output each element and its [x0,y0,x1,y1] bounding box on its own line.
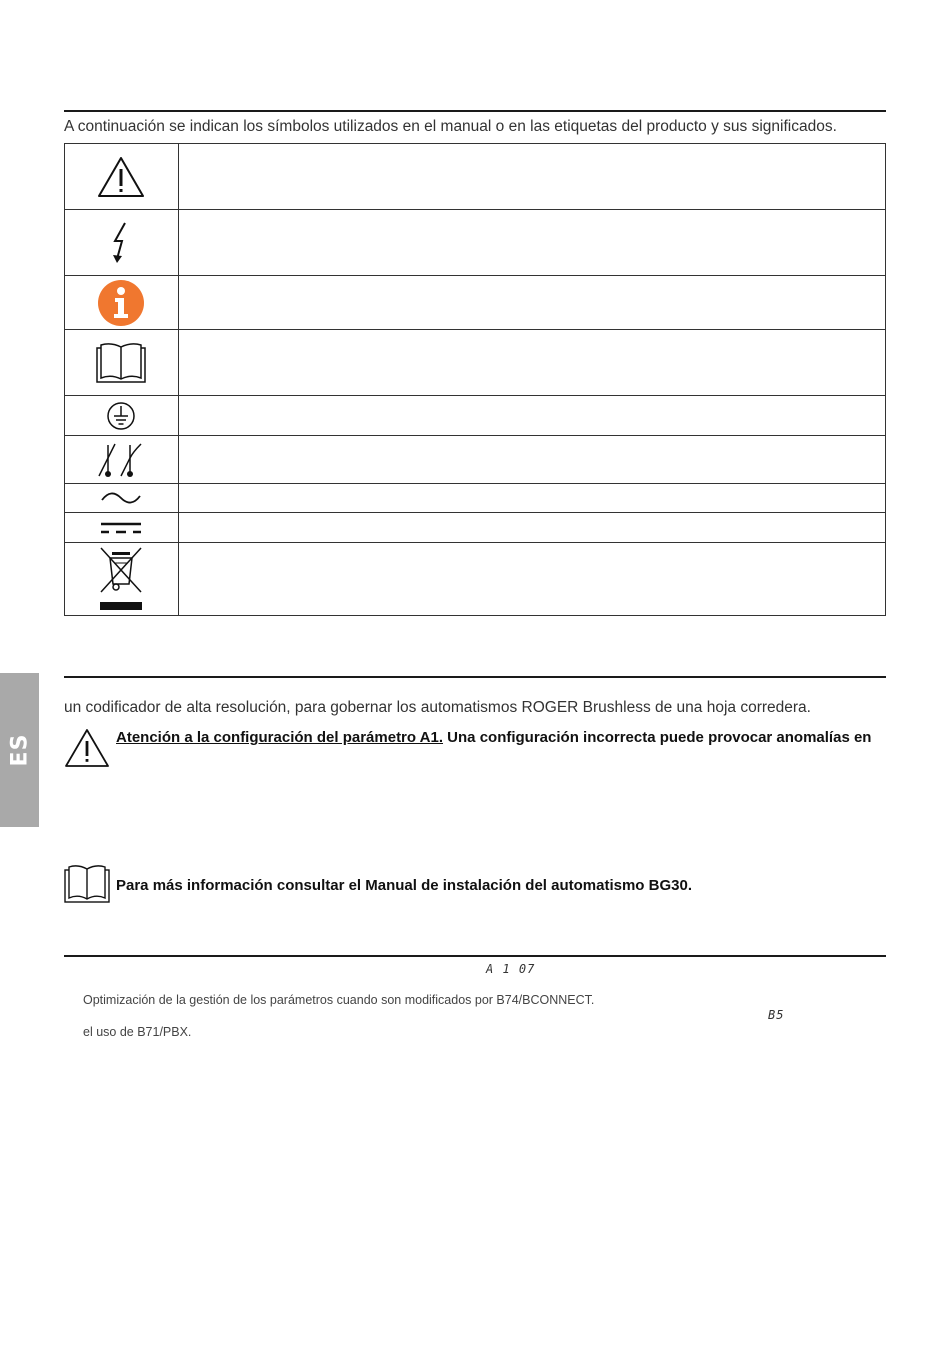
symbol-description [178,276,885,330]
symbol-description [178,396,885,436]
symbol-description [178,436,885,484]
changelog-note: el uso de B71/PBX. [83,1025,192,1039]
manual-reference-note [64,864,886,904]
table-row [65,396,886,436]
warning-emphasis: Atención a la configuración del parámetro A1. [116,729,444,746]
changelog-note: Optimización de la gestión de los parámetros cuando son modificados por B74/BCONNECT. [83,993,595,1007]
warning-rest: Una configuración incorrecta puede provocar anomalías en [443,729,872,746]
table-row [65,436,886,484]
warning-triangle-icon [64,728,110,768]
warning-note [64,728,886,768]
intro-text: A continuación se indican los símbolos utilizados en el manual o en las etiquetas del producto y sus significados. [64,118,837,135]
manual-book-icon [96,342,146,384]
table-row [65,210,886,276]
direct-current-icon [100,521,142,535]
symbol-description [178,543,885,616]
symbol-description [178,210,885,276]
display-code-a107: A 1 07 [486,962,536,976]
symbol-description [178,330,885,396]
high-voltage-icon [110,221,132,265]
display-code-b5: B5 [768,1008,785,1022]
earth-ground-icon [106,401,136,431]
manual-reference-text: Para más información consultar el Manual de instalación del automatismo BG30. [116,877,692,894]
table-row [65,330,886,396]
language-tab [0,673,39,827]
symbol-description [178,484,885,513]
warning-text [116,729,871,746]
weee-bin-icon [96,546,146,612]
section-rule-bottom [64,955,886,957]
info-icon [97,279,145,327]
symbol-description [178,513,885,543]
table-row [65,484,886,513]
section-rule-top [64,110,886,112]
section-rule-middle [64,676,886,678]
language-tab-label: ES [7,733,32,767]
manual-book-icon [64,864,110,904]
temperature-icon [96,440,146,480]
table-row [65,144,886,210]
symbol-description [178,144,885,210]
description-paragraph: un codificador de alta resolución, para gobernar los automatismos ROGER Brushless de una hoja corredera. [64,699,811,716]
warning-triangle-icon [96,155,146,199]
symbols-table [64,143,886,616]
table-row [65,276,886,330]
table-row [65,513,886,543]
table-row [65,543,886,616]
alternating-current-icon [100,490,142,506]
